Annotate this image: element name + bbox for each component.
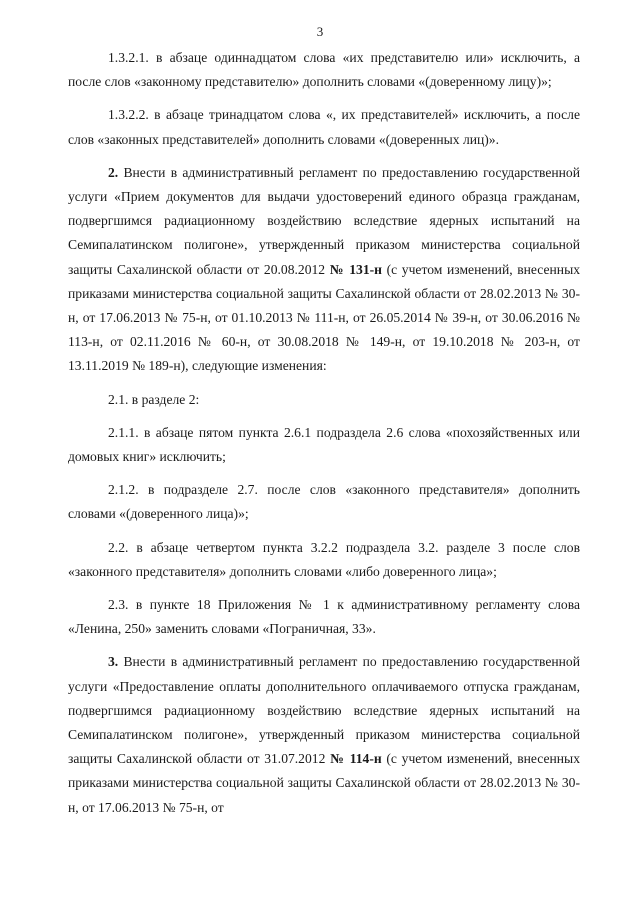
text-run: Внести в административный регламент по предоставлению государственной услуги «Прием документов для выдачи удостоверений единого образца гражданам, подвергшимся радиационному воздействию вследствие ядерных испытаний на Семипалатинском полигоне», утвержденный приказом министерства социальной защиты Сахалинской области от 20.08.2012 xyxy=(68,164,580,277)
paragraph-2-3 xyxy=(68,593,580,641)
paragraph-section-3 xyxy=(68,650,580,819)
paragraph-2-2 xyxy=(68,536,580,584)
text-run: 2.1.2. в подразделе 2.7. после слов «законного представителя» дополнить словами «(доверенного лица)»; xyxy=(68,482,580,522)
text-run: 1.3.2.2. в абзаце тринадцатом слова «, их представителей» исключить, а после слов «законных представителей» дополнить словами «(доверенных лиц)». xyxy=(68,107,580,147)
bold-text-run: № 131-н xyxy=(329,261,382,277)
text-run: 2.3. в пункте 18 Приложения № 1 к административному регламенту слова «Ленина, 250» заменить словами «Пограничная, 33». xyxy=(68,597,580,637)
text-run: (с учетом изменений, внесенных приказами министерства социальной защиты Сахалинской области от 28.02.2013 № 30-н, от 17.06.2013 № 75-н, от xyxy=(68,751,580,815)
document-body xyxy=(68,46,580,820)
paragraph-1-3-2-1 xyxy=(68,46,580,94)
text-run: 2.1.1. в абзаце пятом пункта 2.6.1 подраздела 2.6 слова «похозяйственных или домовых книг» исключить; xyxy=(68,424,580,465)
bold-text-run: 3. xyxy=(108,654,119,670)
text-run: 1.3.2.1. в абзаце одиннадцатом слова «их представителю или» исключить, а после слов «законному представителю» дополнить словами «(доверенному лицу)»; xyxy=(68,50,580,90)
paragraph-2-1-2 xyxy=(68,478,580,526)
paragraph-2-1-1 xyxy=(68,421,580,469)
text-run: 2.1. в разделе 2: xyxy=(108,391,200,407)
bold-text-run: № 114-н xyxy=(330,751,382,767)
paragraph-section-2 xyxy=(68,161,580,379)
page-number: 3 xyxy=(316,24,324,39)
text-run: 2.2. в абзаце четвертом пункта 3.2.2 подраздела 3.2. разделе 3 после слов «законного представителя» дополнить словами «либо доверенного лица»; xyxy=(68,539,580,579)
paragraph-1-3-2-2 xyxy=(68,103,580,151)
bold-text-run: 2. xyxy=(108,164,119,180)
paragraph-2-1 xyxy=(68,388,580,412)
text-run: (с учетом изменений, внесенных приказами министерства социальной защиты Сахалинской области от 28.02.2013 № 30-н, от 17.06.2013 № 75-н, от 01.10.2013 № 111-н, от 26.05.2014 № 39-н, от 30.06.2016 № 113-н, от 02.11.2016 № 60-н, от 30.08.2018 № 149-н, от 19.10.2018 № 203-н, от 13.11.2019 № 189-н), следующие изменения: xyxy=(68,261,581,374)
text-run: Внести в административный регламент по предоставлению государственной услуги «Предоставление оплаты дополнительного оплачиваемого отпуска гражданам, подвергшимся радиационному воздействию вследствие ядерных испытаний на Семипалатинском полигоне», утвержденный приказом министерства социальной защиты Сахалинской области от 31.07.2012 xyxy=(68,654,580,767)
